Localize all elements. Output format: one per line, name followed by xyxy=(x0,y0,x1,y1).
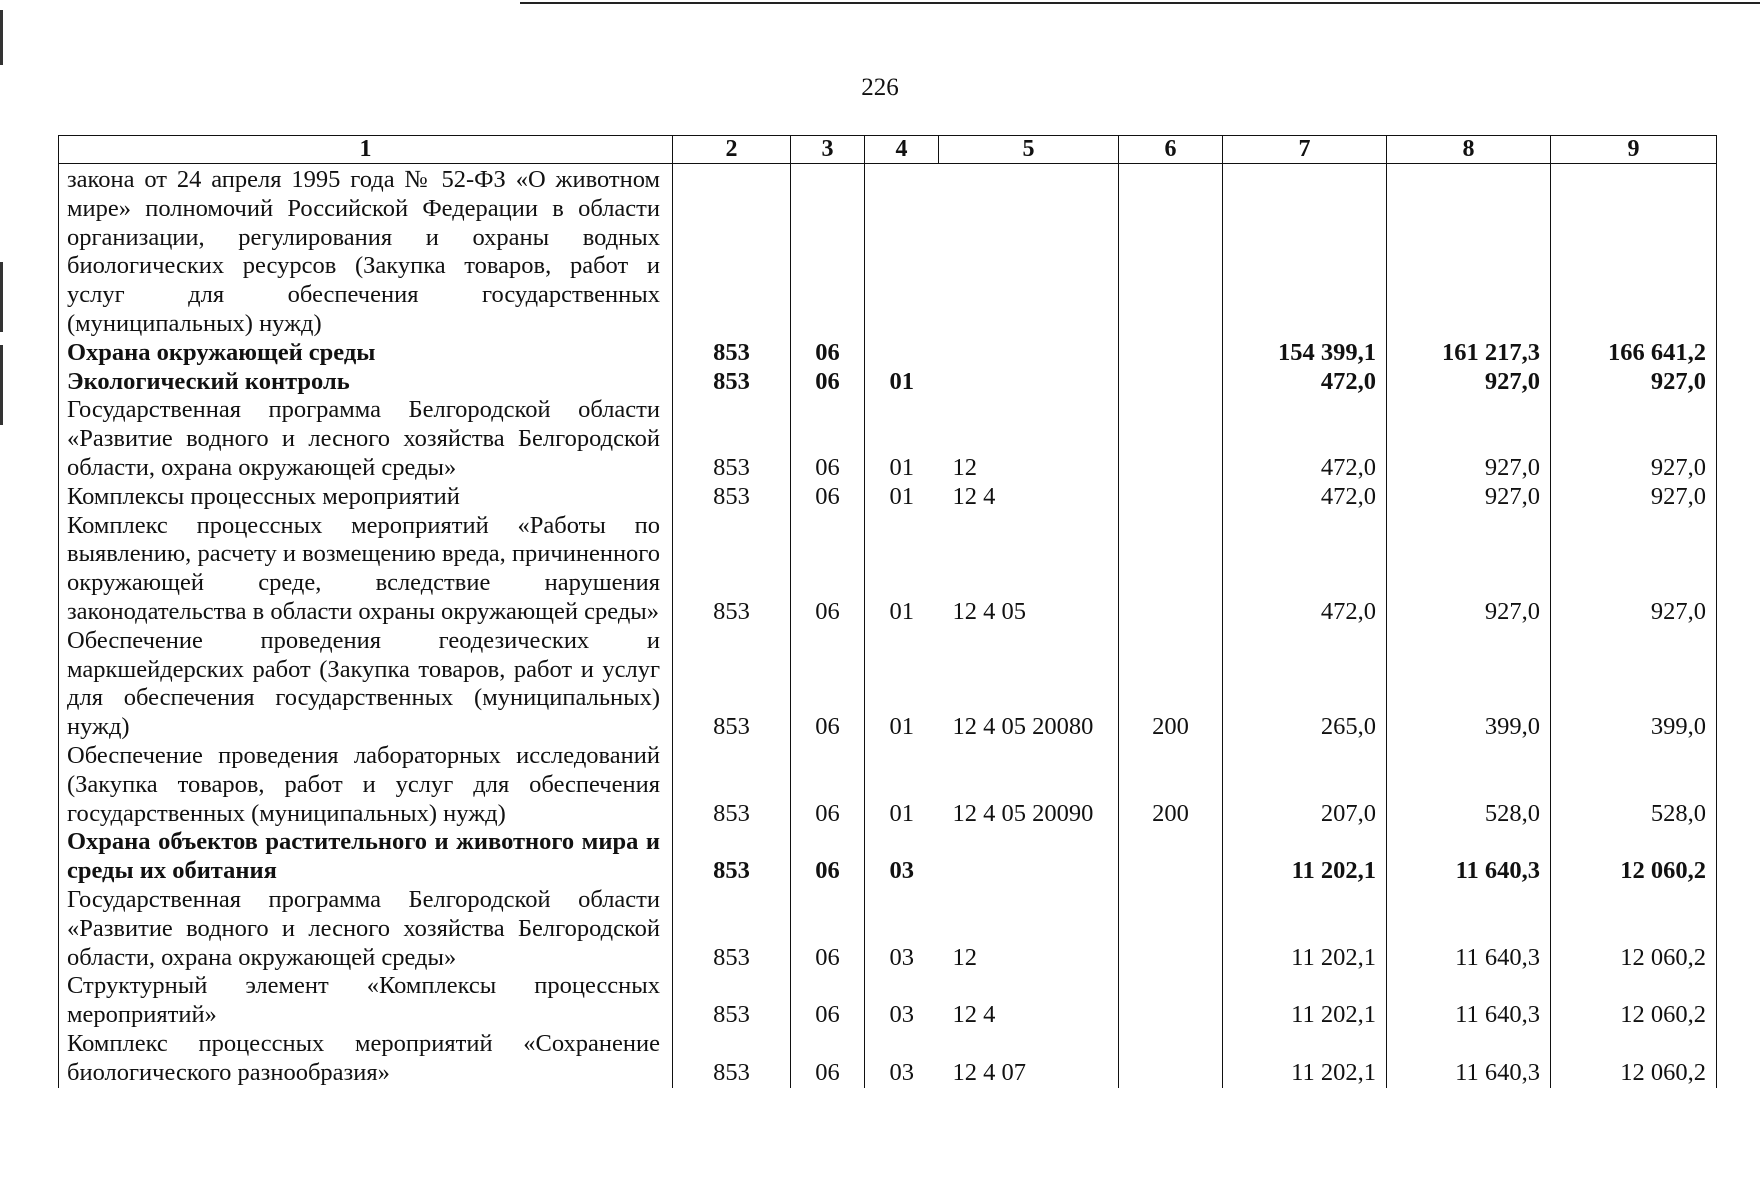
cell-col-4: 01 xyxy=(865,512,939,627)
row-description: Государственная программа Белгородской области «Развитие водного и лесного хозяйства Белгородской области, охрана окружающей среды» xyxy=(59,886,673,972)
cell-col-2: 853 xyxy=(673,368,791,397)
column-header-9: 9 xyxy=(1551,136,1717,164)
cell-col-2: 853 xyxy=(673,339,791,368)
cell-col-8 xyxy=(1387,164,1551,339)
table-row xyxy=(59,396,1717,482)
cell-col-9: 927,0 xyxy=(1551,368,1717,397)
left-margin-mark xyxy=(0,345,3,425)
row-description: Комплекс процессных мероприятий «Сохранение биологического разнообразия» xyxy=(59,1030,673,1088)
cell-col-8: 927,0 xyxy=(1387,483,1551,512)
cell-col-7: 265,0 xyxy=(1223,627,1387,742)
cell-col-6 xyxy=(1119,164,1223,339)
cell-col-9: 927,0 xyxy=(1551,483,1717,512)
cell-col-9 xyxy=(1551,164,1717,339)
cell-col-3: 06 xyxy=(791,368,865,397)
row-description: Охрана окружающей среды xyxy=(59,339,673,368)
cell-col-6: 200 xyxy=(1119,627,1223,742)
cell-col-2: 853 xyxy=(673,396,791,482)
table-row xyxy=(59,627,1717,742)
cell-col-4: 03 xyxy=(865,828,939,886)
row-description: Обеспечение проведения лабораторных исследований (Закупка товаров, работ и услуг для обеспечения государственных (муниципальных) нужд) xyxy=(59,742,673,828)
cell-col-7: 11 202,1 xyxy=(1223,972,1387,1030)
cell-col-7: 472,0 xyxy=(1223,512,1387,627)
cell-col-7: 472,0 xyxy=(1223,368,1387,397)
header-row xyxy=(59,136,1717,164)
column-header-8: 8 xyxy=(1387,136,1551,164)
cell-col-9: 528,0 xyxy=(1551,742,1717,828)
cell-col-7: 11 202,1 xyxy=(1223,828,1387,886)
cell-col-4: 01 xyxy=(865,742,939,828)
column-header-6: 6 xyxy=(1119,136,1223,164)
row-description: Обеспечение проведения геодезических и маркшейдерских работ (Закупка товаров, работ и услуг для обеспечения государственных (муниципальных) нужд) xyxy=(59,627,673,742)
cell-col-7: 207,0 xyxy=(1223,742,1387,828)
cell-col-8: 11 640,3 xyxy=(1387,972,1551,1030)
column-header-7: 7 xyxy=(1223,136,1387,164)
cell-col-6: 200 xyxy=(1119,742,1223,828)
cell-col-4: 03 xyxy=(865,972,939,1030)
cell-col-3 xyxy=(791,164,865,339)
cell-col-6 xyxy=(1119,483,1223,512)
cell-col-2: 853 xyxy=(673,742,791,828)
cell-col-6 xyxy=(1119,512,1223,627)
left-margin-mark xyxy=(0,10,3,65)
table-row xyxy=(59,972,1717,1030)
row-description: Экологический контроль xyxy=(59,368,673,397)
cell-col-9: 12 060,2 xyxy=(1551,1030,1717,1088)
cell-col-6 xyxy=(1119,886,1223,972)
table-row xyxy=(59,828,1717,886)
table-row xyxy=(59,886,1717,972)
cell-col-4 xyxy=(865,164,939,339)
cell-col-8: 11 640,3 xyxy=(1387,828,1551,886)
cell-col-2: 853 xyxy=(673,483,791,512)
cell-col-3: 06 xyxy=(791,512,865,627)
page-number: 226 xyxy=(861,74,899,101)
cell-col-9: 927,0 xyxy=(1551,396,1717,482)
cell-col-9: 12 060,2 xyxy=(1551,972,1717,1030)
cell-col-6 xyxy=(1119,1030,1223,1088)
cell-col-2: 853 xyxy=(673,512,791,627)
cell-col-4: 01 xyxy=(865,396,939,482)
row-description: Структурный элемент «Комплексы процессных мероприятий» xyxy=(59,972,673,1030)
left-margin-mark xyxy=(0,262,3,332)
row-description: Комплекс процессных мероприятий «Работы по выявлению, расчету и возмещению вреда, причиненного окружающей среде, вследствие нарушения законодательства в области охраны окружающей среды» xyxy=(59,512,673,627)
cell-col-9: 12 060,2 xyxy=(1551,886,1717,972)
row-description: Государственная программа Белгородской области «Развитие водного и лесного хозяйства Белгородской области, охрана окружающей среды» xyxy=(59,396,673,482)
cell-col-5: 12 4 07 xyxy=(939,1030,1119,1088)
cell-col-7: 472,0 xyxy=(1223,396,1387,482)
cell-col-6 xyxy=(1119,828,1223,886)
cell-col-3: 06 xyxy=(791,886,865,972)
cell-col-2: 853 xyxy=(673,972,791,1030)
cell-col-7: 154 399,1 xyxy=(1223,339,1387,368)
column-header-3: 3 xyxy=(791,136,865,164)
cell-col-8: 11 640,3 xyxy=(1387,886,1551,972)
column-header-2: 2 xyxy=(673,136,791,164)
cell-col-2: 853 xyxy=(673,1030,791,1088)
cell-col-8: 399,0 xyxy=(1387,627,1551,742)
cell-col-8: 528,0 xyxy=(1387,742,1551,828)
cell-col-9: 927,0 xyxy=(1551,512,1717,627)
cell-col-5: 12 4 05 20090 xyxy=(939,742,1119,828)
table-row xyxy=(59,339,1717,368)
cell-col-8: 161 217,3 xyxy=(1387,339,1551,368)
cell-col-5 xyxy=(939,339,1119,368)
row-description: закона от 24 апреля 1995 года № 52-ФЗ «О животном мире» полномочий Российской Федерации в области организации, регулирования и охраны водных биологических ресурсов (Закупка товаров, работ и услуг для обеспечения государственных (муниципальных) нужд) xyxy=(59,164,673,339)
cell-col-5: 12 4 xyxy=(939,483,1119,512)
cell-col-4: 01 xyxy=(865,627,939,742)
cell-col-3: 06 xyxy=(791,396,865,482)
cell-col-3: 06 xyxy=(791,1030,865,1088)
cell-col-8: 11 640,3 xyxy=(1387,1030,1551,1088)
cell-col-8: 927,0 xyxy=(1387,368,1551,397)
table-body xyxy=(59,164,1717,1088)
cell-col-3: 06 xyxy=(791,972,865,1030)
cell-col-4: 01 xyxy=(865,368,939,397)
cell-col-3: 06 xyxy=(791,483,865,512)
cell-col-4: 03 xyxy=(865,1030,939,1088)
table-row xyxy=(59,164,1717,339)
cell-col-3: 06 xyxy=(791,339,865,368)
table-row xyxy=(59,512,1717,627)
cell-col-6 xyxy=(1119,368,1223,397)
column-header-1: 1 xyxy=(59,136,673,164)
cell-col-5: 12 4 xyxy=(939,972,1119,1030)
cell-col-9: 166 641,2 xyxy=(1551,339,1717,368)
cell-col-2: 853 xyxy=(673,828,791,886)
cell-col-6 xyxy=(1119,339,1223,368)
top-rule xyxy=(520,2,1760,4)
column-header-5: 5 xyxy=(939,136,1119,164)
cell-col-7 xyxy=(1223,164,1387,339)
cell-col-3: 06 xyxy=(791,627,865,742)
cell-col-9: 12 060,2 xyxy=(1551,828,1717,886)
cell-col-9: 399,0 xyxy=(1551,627,1717,742)
column-header-4: 4 xyxy=(865,136,939,164)
table-row xyxy=(59,483,1717,512)
cell-col-7: 11 202,1 xyxy=(1223,1030,1387,1088)
cell-col-6 xyxy=(1119,396,1223,482)
table-row xyxy=(59,1030,1717,1088)
cell-col-5: 12 xyxy=(939,396,1119,482)
cell-col-7: 472,0 xyxy=(1223,483,1387,512)
table-header xyxy=(59,136,1717,164)
cell-col-8: 927,0 xyxy=(1387,396,1551,482)
cell-col-7: 11 202,1 xyxy=(1223,886,1387,972)
cell-col-3: 06 xyxy=(791,742,865,828)
row-description: Охрана объектов растительного и животного мира и среды их обитания xyxy=(59,828,673,886)
cell-col-5: 12 4 05 20080 xyxy=(939,627,1119,742)
row-description: Комплексы процессных мероприятий xyxy=(59,483,673,512)
cell-col-2 xyxy=(673,164,791,339)
cell-col-5: 12 4 05 xyxy=(939,512,1119,627)
cell-col-5 xyxy=(939,828,1119,886)
cell-col-4: 01 xyxy=(865,483,939,512)
cell-col-4 xyxy=(865,339,939,368)
table-row xyxy=(59,742,1717,828)
cell-col-2: 853 xyxy=(673,627,791,742)
cell-col-5 xyxy=(939,368,1119,397)
cell-col-5 xyxy=(939,164,1119,339)
cell-col-3: 06 xyxy=(791,828,865,886)
table-row xyxy=(59,368,1717,397)
budget-table xyxy=(58,135,1717,1088)
cell-col-2: 853 xyxy=(673,886,791,972)
cell-col-8: 927,0 xyxy=(1387,512,1551,627)
cell-col-5: 12 xyxy=(939,886,1119,972)
cell-col-6 xyxy=(1119,972,1223,1030)
cell-col-4: 03 xyxy=(865,886,939,972)
